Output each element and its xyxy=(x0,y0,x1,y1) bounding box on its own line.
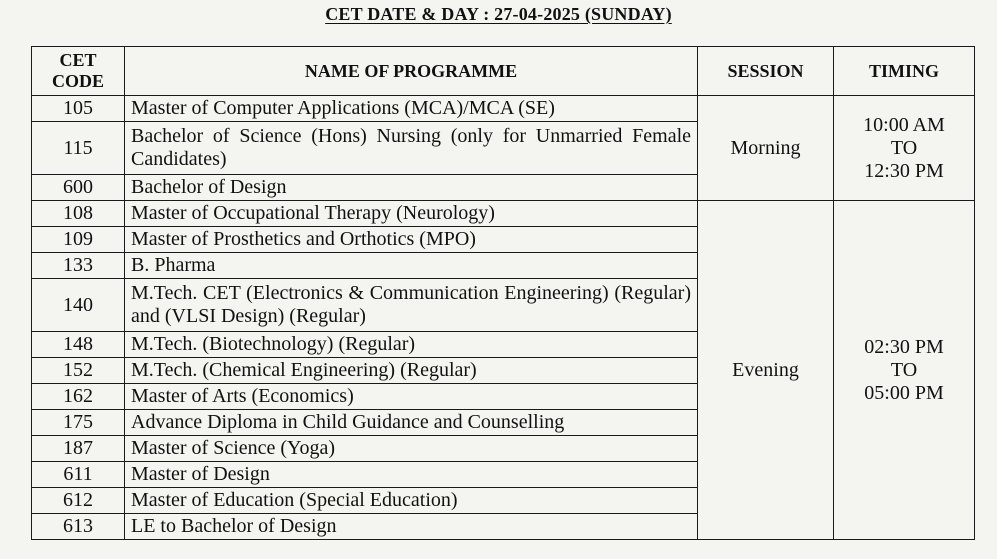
timing-line: 12:30 PM xyxy=(864,159,944,182)
timing-line: TO xyxy=(890,136,918,159)
programme-name-cell: Advance Diploma in Child Guidance and Counselling xyxy=(125,410,698,436)
timing-line: 05:00 PM xyxy=(864,381,944,404)
programme-name-cell: Master of Arts (Economics) xyxy=(125,384,698,410)
header-session: SESSION xyxy=(698,47,834,96)
cet-code-cell: 162 xyxy=(32,384,125,410)
table-header-row xyxy=(32,47,975,96)
programme-name-cell: Master of Science (Yoga) xyxy=(125,436,698,462)
title-text: CET DATE & DAY : 27-04-2025 (SUNDAY) xyxy=(325,4,672,24)
cet-code-cell: 152 xyxy=(32,358,125,384)
table-row xyxy=(32,96,975,122)
session-cell: Morning xyxy=(698,96,834,201)
programme-name-cell: M.Tech. CET (Electronics & Communication Engineering) (Regular) and (VLSI Design) (Regular) xyxy=(125,279,698,332)
programme-name-cell: LE to Bachelor of Design xyxy=(125,514,698,540)
timing-cell xyxy=(834,201,975,540)
cet-code-cell: 115 xyxy=(32,122,125,175)
programme-name-cell: Master of Prosthetics and Orthotics (MPO) xyxy=(125,227,698,253)
programme-name-cell: Bachelor of Design xyxy=(125,175,698,201)
programme-name-cell: M.Tech. (Chemical Engineering) (Regular) xyxy=(125,358,698,384)
cet-code-cell: 140 xyxy=(32,279,125,332)
cet-code-cell: 600 xyxy=(32,175,125,201)
cet-code-cell: 187 xyxy=(32,436,125,462)
cet-code-cell: 148 xyxy=(32,332,125,358)
cet-code-cell: 133 xyxy=(32,253,125,279)
cet-code-cell: 613 xyxy=(32,514,125,540)
cet-code-cell: 612 xyxy=(32,488,125,514)
cet-code-cell: 175 xyxy=(32,410,125,436)
timing-line: 10:00 AM xyxy=(863,113,945,136)
timing-line: TO xyxy=(890,358,918,381)
exam-schedule-table xyxy=(31,46,975,540)
cet-code-cell: 108 xyxy=(32,201,125,227)
programme-name-cell: Master of Computer Applications (MCA)/MCA (SE) xyxy=(125,96,698,122)
programme-name-cell: M.Tech. (Biotechnology) (Regular) xyxy=(125,332,698,358)
header-cet-code: CET CODE xyxy=(32,47,125,96)
cet-code-cell: 611 xyxy=(32,462,125,488)
timing-cell xyxy=(834,96,975,201)
cet-code-cell: 109 xyxy=(32,227,125,253)
table-row xyxy=(32,201,975,227)
session-cell: Evening xyxy=(698,201,834,540)
programme-name-cell: Master of Education (Special Education) xyxy=(125,488,698,514)
table-body xyxy=(32,96,975,540)
programme-name-cell: Master of Occupational Therapy (Neurology) xyxy=(125,201,698,227)
header-timing: TIMING xyxy=(834,47,975,96)
programme-name-cell: Bachelor of Science (Hons) Nursing (only for Unmarried Female Candidates) xyxy=(125,122,698,175)
programme-name-cell: B. Pharma xyxy=(125,253,698,279)
page-title xyxy=(0,4,997,25)
header-programme: NAME OF PROGRAMME xyxy=(125,47,698,96)
cet-code-cell: 105 xyxy=(32,96,125,122)
timing-line: 02:30 PM xyxy=(864,335,944,358)
programme-name-cell: Master of Design xyxy=(125,462,698,488)
